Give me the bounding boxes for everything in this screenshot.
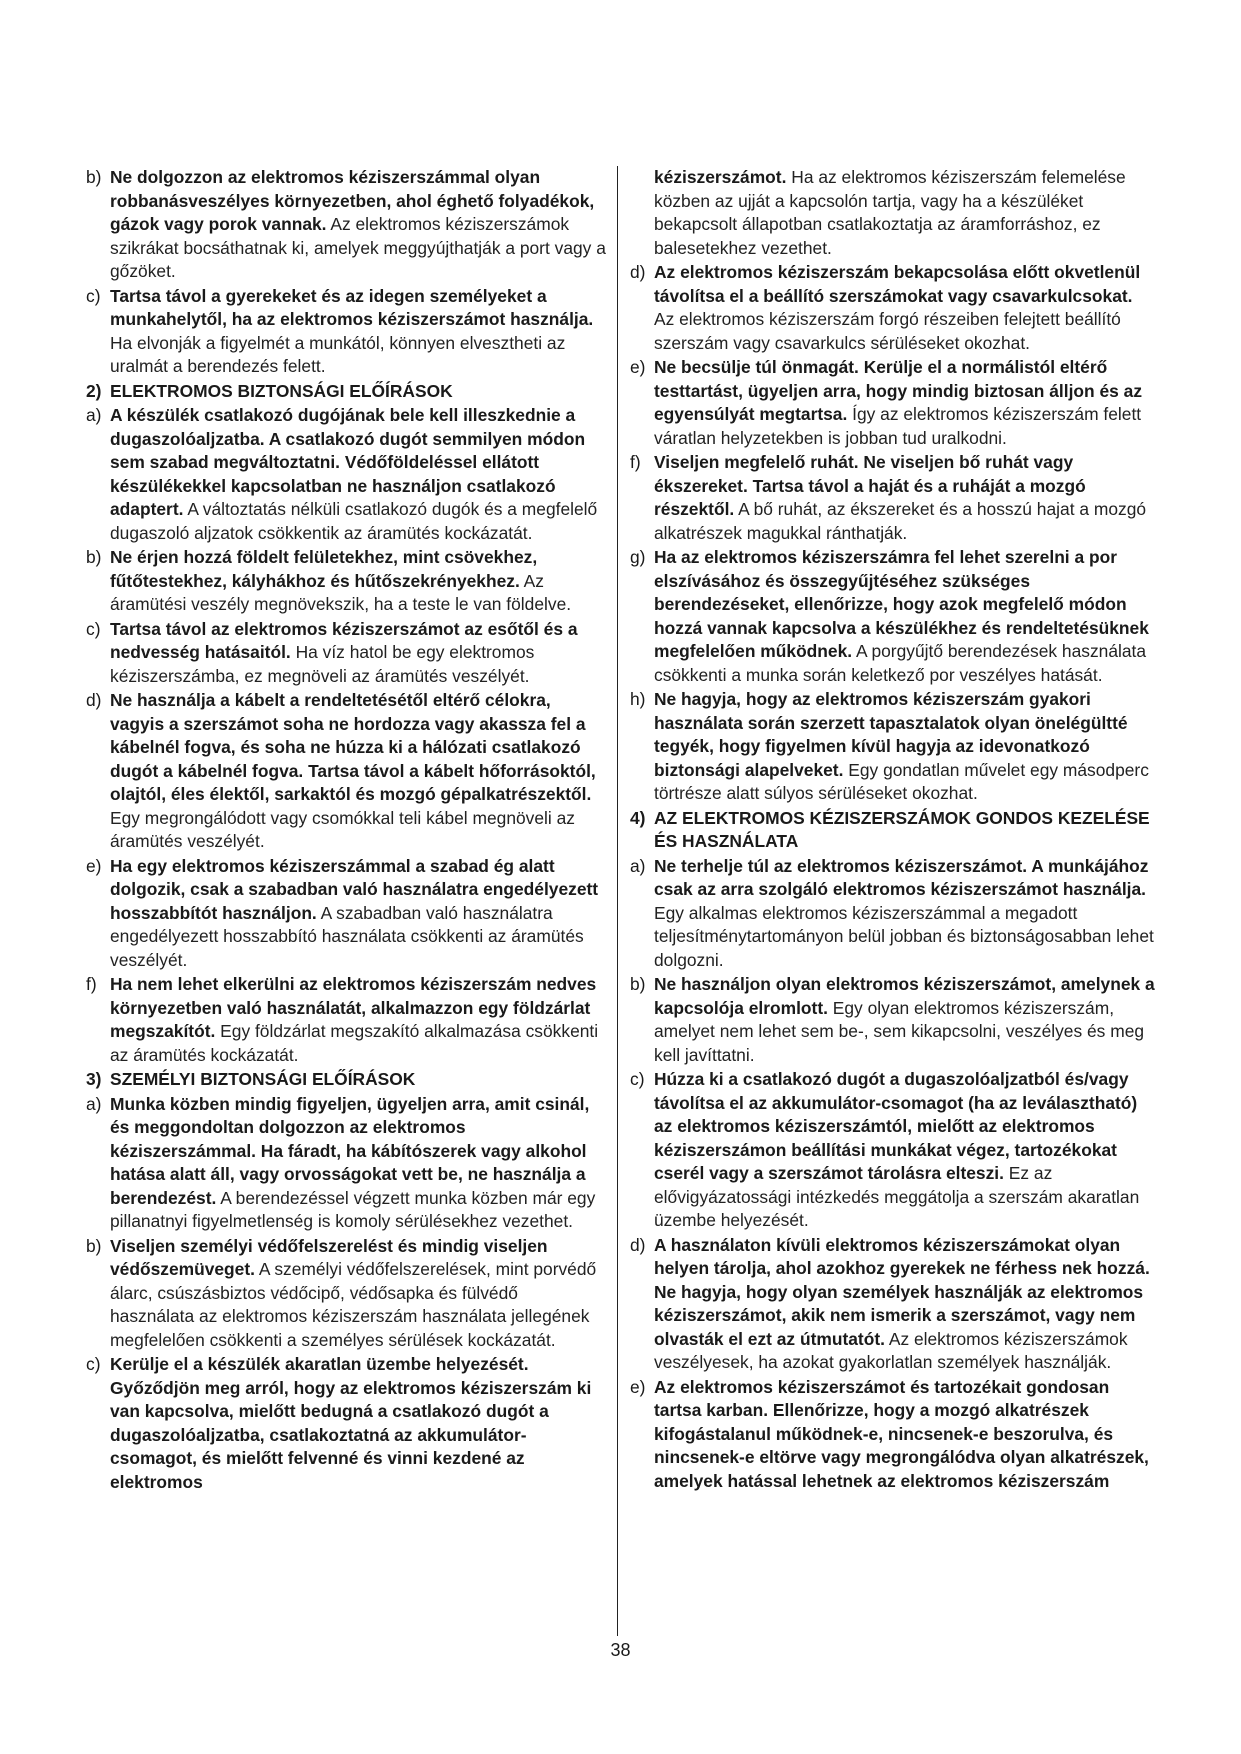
list-item	[630, 973, 1155, 1067]
list-item	[630, 1234, 1155, 1375]
list-item	[86, 1353, 606, 1494]
item-label: c)	[86, 285, 101, 306]
item-bold-text: Ha nem lehet elkerülni az elektromos kéziszerszám nedves környezetben való használatát, alkalmazzon egy földzárlat megszakítót.	[110, 974, 597, 1041]
item-body-text: Egy alkalmas elektromos kéziszerszámmal a megadott teljesítménytartományon belül jobban és biztonságosabban lehet dolgozni.	[654, 902, 1154, 970]
item-label: e)	[630, 1376, 646, 1397]
item-bold-text: Húzza ki a csatlakozó dugót a dugaszolóaljzatból és/vagy távolítsa el az akkumulátor-csomagot (ha az leválasztható) az elektromos kéziszerszámtól, mielőtt az elektromos kéziszerszámon beállítási munkákat végez, tartozékokat cserél vagy a szerszámot tárolásra elteszi.	[654, 1069, 1138, 1183]
list-item	[630, 166, 1155, 260]
item-bold-text: Tartsa távol a gyerekeket és az idegen személyeket a munkahelytől, ha az elektromos kéziszerszámot használja.	[110, 285, 594, 329]
item-bold-text: Ne használjon olyan elektromos kéziszerszámot, amelynek a kapcsolója elromlott.	[654, 974, 1155, 1018]
item-label: d)	[630, 262, 646, 282]
left-column	[86, 166, 606, 1495]
item-label: 3)	[86, 1069, 102, 1089]
item-bold-text: Ne érjen hozzá földelt felületekhez, mint csövekhez, fűtőtestekhez, kályhákhoz és hűtőszekrényekhez.	[110, 547, 538, 591]
item-bold-text: Az elektromos kéziszerszám bekapcsolása előtt okvetlenül távolítsa el a beállító szerszámokat vagy csavarkulcsokat.	[654, 262, 1141, 306]
list-item	[86, 1235, 606, 1353]
item-bold-text: kéziszerszámot.	[654, 167, 787, 187]
list-item	[86, 618, 606, 689]
item-label: c)	[86, 1354, 101, 1374]
item-label: b)	[86, 1235, 102, 1256]
list-item	[630, 855, 1155, 973]
item-bold-text: ELEKTROMOS BIZTONSÁGI ELŐÍRÁSOK	[110, 380, 453, 401]
item-label: b)	[86, 167, 102, 187]
item-body-text: Ha az elektromos kéziszerszám felemelése közben az ujját a kapcsolón tartja, vagy ha a készüléket bekapcsolt állapotban csatlakoztatja az áramforráshoz, ez balesetekhez vezethet.	[654, 167, 1126, 258]
item-body-text: Ha víz hatol be egy elektromos kéziszerszámba, ez megnöveli az áramütés veszélyét.	[110, 642, 535, 686]
list-item	[630, 1376, 1155, 1494]
list-item	[630, 546, 1155, 687]
item-body-text: Az áramütési veszély megnövekszik, ha a teste le van földelve.	[110, 570, 572, 614]
item-bold-text: Viseljen személyi védőfelszerelést és mindig viseljen védőszemüveget.	[110, 1235, 548, 1279]
item-bold-text: AZ ELEKTROMOS KÉZISZERSZÁMOK GONDOS KEZELÉSE ÉS HASZNÁLATA	[654, 807, 1150, 851]
item-label: g)	[630, 547, 646, 567]
item-label: f)	[630, 452, 641, 472]
list-item	[86, 855, 606, 973]
item-body-text: Egy földzárlat megszakító alkalmazása csökkenti az áramütés kockázatát.	[110, 1021, 599, 1065]
item-bold-text: Ne dolgozzon az elektromos kéziszerszámmal olyan robbanásveszélyes környezetben, ahol éghető folyadékok, gázok vagy porok vannak.	[110, 167, 595, 234]
list-item	[86, 285, 606, 379]
list-item	[630, 451, 1155, 545]
item-body-text: A személyi védőfelszerelések, mint porvédő álarc, csúszásbiztos védőcipő, védősapka és fülvédő használata az elektromos kéziszerszám használata jellegének megfelelően csökkenti a személyes sérülések kockázatát.	[110, 1259, 597, 1350]
list-item	[86, 166, 606, 284]
item-body-text: A berendezéssel végzett munka közben már egy pillanatnyi figyelmetlenség is komoly sérülésekhez vezethet.	[110, 1187, 596, 1231]
item-body-text: Egy olyan elektromos kéziszerszám, amelyet nem lehet sem be-, sem kikapcsolni, veszélyes és meg kell javíttatni.	[654, 997, 1145, 1065]
item-body-text: Ez az elővigyázatossági intézkedés meggátolja a szerszám akaratlan üzembe helyezését.	[654, 1163, 1140, 1230]
item-bold-text: Kerülje el a készülék akaratlan üzembe helyezését. Győződjön meg arról, hogy az elektromos kéziszerszám ki van kapcsolva, mielőtt bedugná a csatlakozó dugót a dugaszolóaljzatba, csatlakoztatná az akkumulátor-csomagot, és mielőtt felvenné és vinni kezdené az elektromos	[110, 1354, 592, 1492]
item-label: e)	[630, 357, 646, 377]
item-body-text: A szabadban való használatra engedélyezett hosszabbító használata csökkenti az áramütés veszélyét.	[110, 902, 584, 970]
item-bold-text: A használaton kívüli elektromos kéziszerszámokat olyan helyen tárolja, ahol azokhoz gyerekek ne férhess nek hozzá. Ne hagyja, hogy olyan személyek használják az elektromos kéziszerszámot, akik nem ismerik a szerszámot, vagy nem olvasták el ezt az útmutatót.	[654, 1234, 1150, 1349]
item-body-text: A porgyűjtő berendezések használata csökkenti a munka során keletkező por veszélyes hatását.	[654, 641, 1147, 685]
section-heading	[86, 1068, 606, 1092]
item-bold-text: Ne terhelje túl az elektromos kéziszerszámot. A munkájához csak az arra szolgáló elektromos kéziszerszámot használja.	[654, 855, 1149, 899]
section-heading	[630, 807, 1155, 854]
item-body-text: A változtatás nélküli csatlakozó dugók és a megfelelő dugaszoló aljzatok csökkentik az áramütés kockázatát.	[110, 499, 598, 543]
page-number: 38	[610, 1640, 631, 1660]
item-label: a)	[86, 1093, 102, 1114]
list-item	[86, 1093, 606, 1234]
item-body-text: Az elektromos kéziszerszám forgó részeiben felejtett beállító szerszám vagy csavarkulcs sérüléseket okozhat.	[654, 309, 1121, 353]
list-item	[630, 688, 1155, 806]
column-divider	[617, 166, 618, 1636]
item-label: b)	[630, 974, 646, 994]
item-label: b)	[86, 547, 102, 567]
item-bold-text: Viseljen megfelelő ruhát. Ne viseljen bő ruhát vagy ékszereket. Tartsa távol a haját és a ruháját a mozgó részektől.	[654, 452, 1086, 519]
right-column	[630, 166, 1155, 1494]
item-label: 2)	[86, 380, 102, 401]
list-item	[86, 546, 606, 617]
item-bold-text: A készülék csatlakozó dugójának bele kell illeszkednie a dugaszolóaljzatba. A csatlakozó dugót semmilyen módon sem szabad megváltoztatni. Védőföldeléssel ellátott készülékekkel kapcsolatban ne használjon csatlakozó adaptert.	[110, 405, 586, 519]
item-label: c)	[86, 618, 101, 639]
item-label: e)	[86, 855, 102, 876]
item-bold-text: Ne becsülje túl önmagát. Kerülje el a normálistól eltérő testtartást, ügyeljen arra, hogy mindig biztosan álljon és az egyensúlyát megtartsa.	[654, 357, 1143, 424]
item-bold-text: SZEMÉLYI BIZTONSÁGI ELŐÍRÁSOK	[110, 1069, 416, 1089]
item-bold-text: Ha egy elektromos kéziszerszámmal a szabad ég alatt dolgozik, csak a szabadban való használatra engedélyezett hosszabbítót használjon.	[110, 855, 599, 923]
list-item	[86, 404, 606, 545]
item-body-text: Az elektromos kéziszerszámok szikrákat bocsáthatnak ki, amelyek meggyújthatják a port vagy a gőzöket.	[110, 214, 606, 281]
item-bold-text: Ha az elektromos kéziszerszámra fel lehet szerelni a por elszívásához és összegyűjtéséhez szükséges berendezéseket, ellenőrizze, hogy azok megfelelő módon hozzá vannak kapcsolva a készülékhez és rendeltetésüknek megfelelően működnek.	[654, 547, 1149, 661]
item-label: a)	[630, 855, 646, 876]
item-bold-text: Az elektromos kéziszerszámot és tartozékait gondosan tartsa karban. Ellenőrizze, hogy a mozgó alkatrészek kifogástalanul működnek-e, nincsenek-e beszorulva, és nincsenek-e eltörve vagy megrongálódva olyan alkatrészek, amelyek hatással lehetnek az elektromos kéziszerszám	[654, 1376, 1149, 1491]
item-body-text: Ha elvonják a figyelmét a munkától, könnyen elvesztheti az uralmát a berendezés felett.	[110, 332, 566, 376]
list-item	[630, 1068, 1155, 1233]
item-bold-text: Munka közben mindig figyeljen, ügyeljen arra, amit csinál, és meggondoltan dolgozzon az elektromos kéziszerszámmal. Ha fáradt, ha kábítószerek vagy alkohol hatása alatt áll, vagy orvosságokat vett be, ne használja a berendezést.	[110, 1093, 590, 1208]
item-label: f)	[86, 974, 97, 994]
list-item	[630, 356, 1155, 450]
item-bold-text: Tartsa távol az elektromos kéziszerszámot az esőtől és a nedvesség hatásaitól.	[110, 618, 578, 662]
item-label: d)	[630, 1234, 646, 1255]
item-label: 4)	[630, 807, 646, 828]
item-label: c)	[630, 1069, 645, 1089]
item-body-text: Így az elektromos kéziszerszám felett váratlan helyzetekben is jobban tud uralkodni.	[654, 404, 1142, 448]
list-item	[630, 261, 1155, 355]
item-label: a)	[86, 405, 102, 425]
list-item	[86, 689, 606, 854]
item-body-text: Egy gondatlan művelet egy másodperc törtrésze alatt súlyos sérüléseket okozhat.	[654, 759, 1149, 803]
item-body-text: Az elektromos kéziszerszámok veszélyesek, ha azokat gyakorlatlan személyek használják.	[654, 1328, 1128, 1372]
item-bold-text: Ne hagyja, hogy az elektromos kéziszerszám gyakori használata során szerzett tapasztalatok olyan önelégültté tegyék, hogy figyelmen kívül hagyja az idevonatkozó biztonsági alapelveket.	[654, 689, 1128, 780]
section-heading	[86, 380, 606, 404]
item-label: h)	[630, 689, 646, 709]
item-body-text: Egy megrongálódott vagy csomókkal teli kábel megnöveli az áramütés veszélyét.	[110, 807, 575, 851]
list-item	[86, 973, 606, 1067]
item-label: d)	[86, 690, 102, 710]
item-bold-text: Ne használja a kábelt a rendeltetésétől eltérő célokra, vagyis a szerszámot soha ne hordozza vagy akassza fel a kábelnél fogva, és soha ne húzza ki a hálózati csatlakozó dugót a kábelnél fogva. Tartsa távol a kábelt hőforrásoktól, olajtól, éles élektől, sarkaktól és mozgó gépalkatrészektől.	[110, 690, 596, 804]
item-body-text: A bő ruhát, az ékszereket és a hosszú hajat a mozgó alkatrészek magukkal ránthatják.	[654, 499, 1147, 543]
